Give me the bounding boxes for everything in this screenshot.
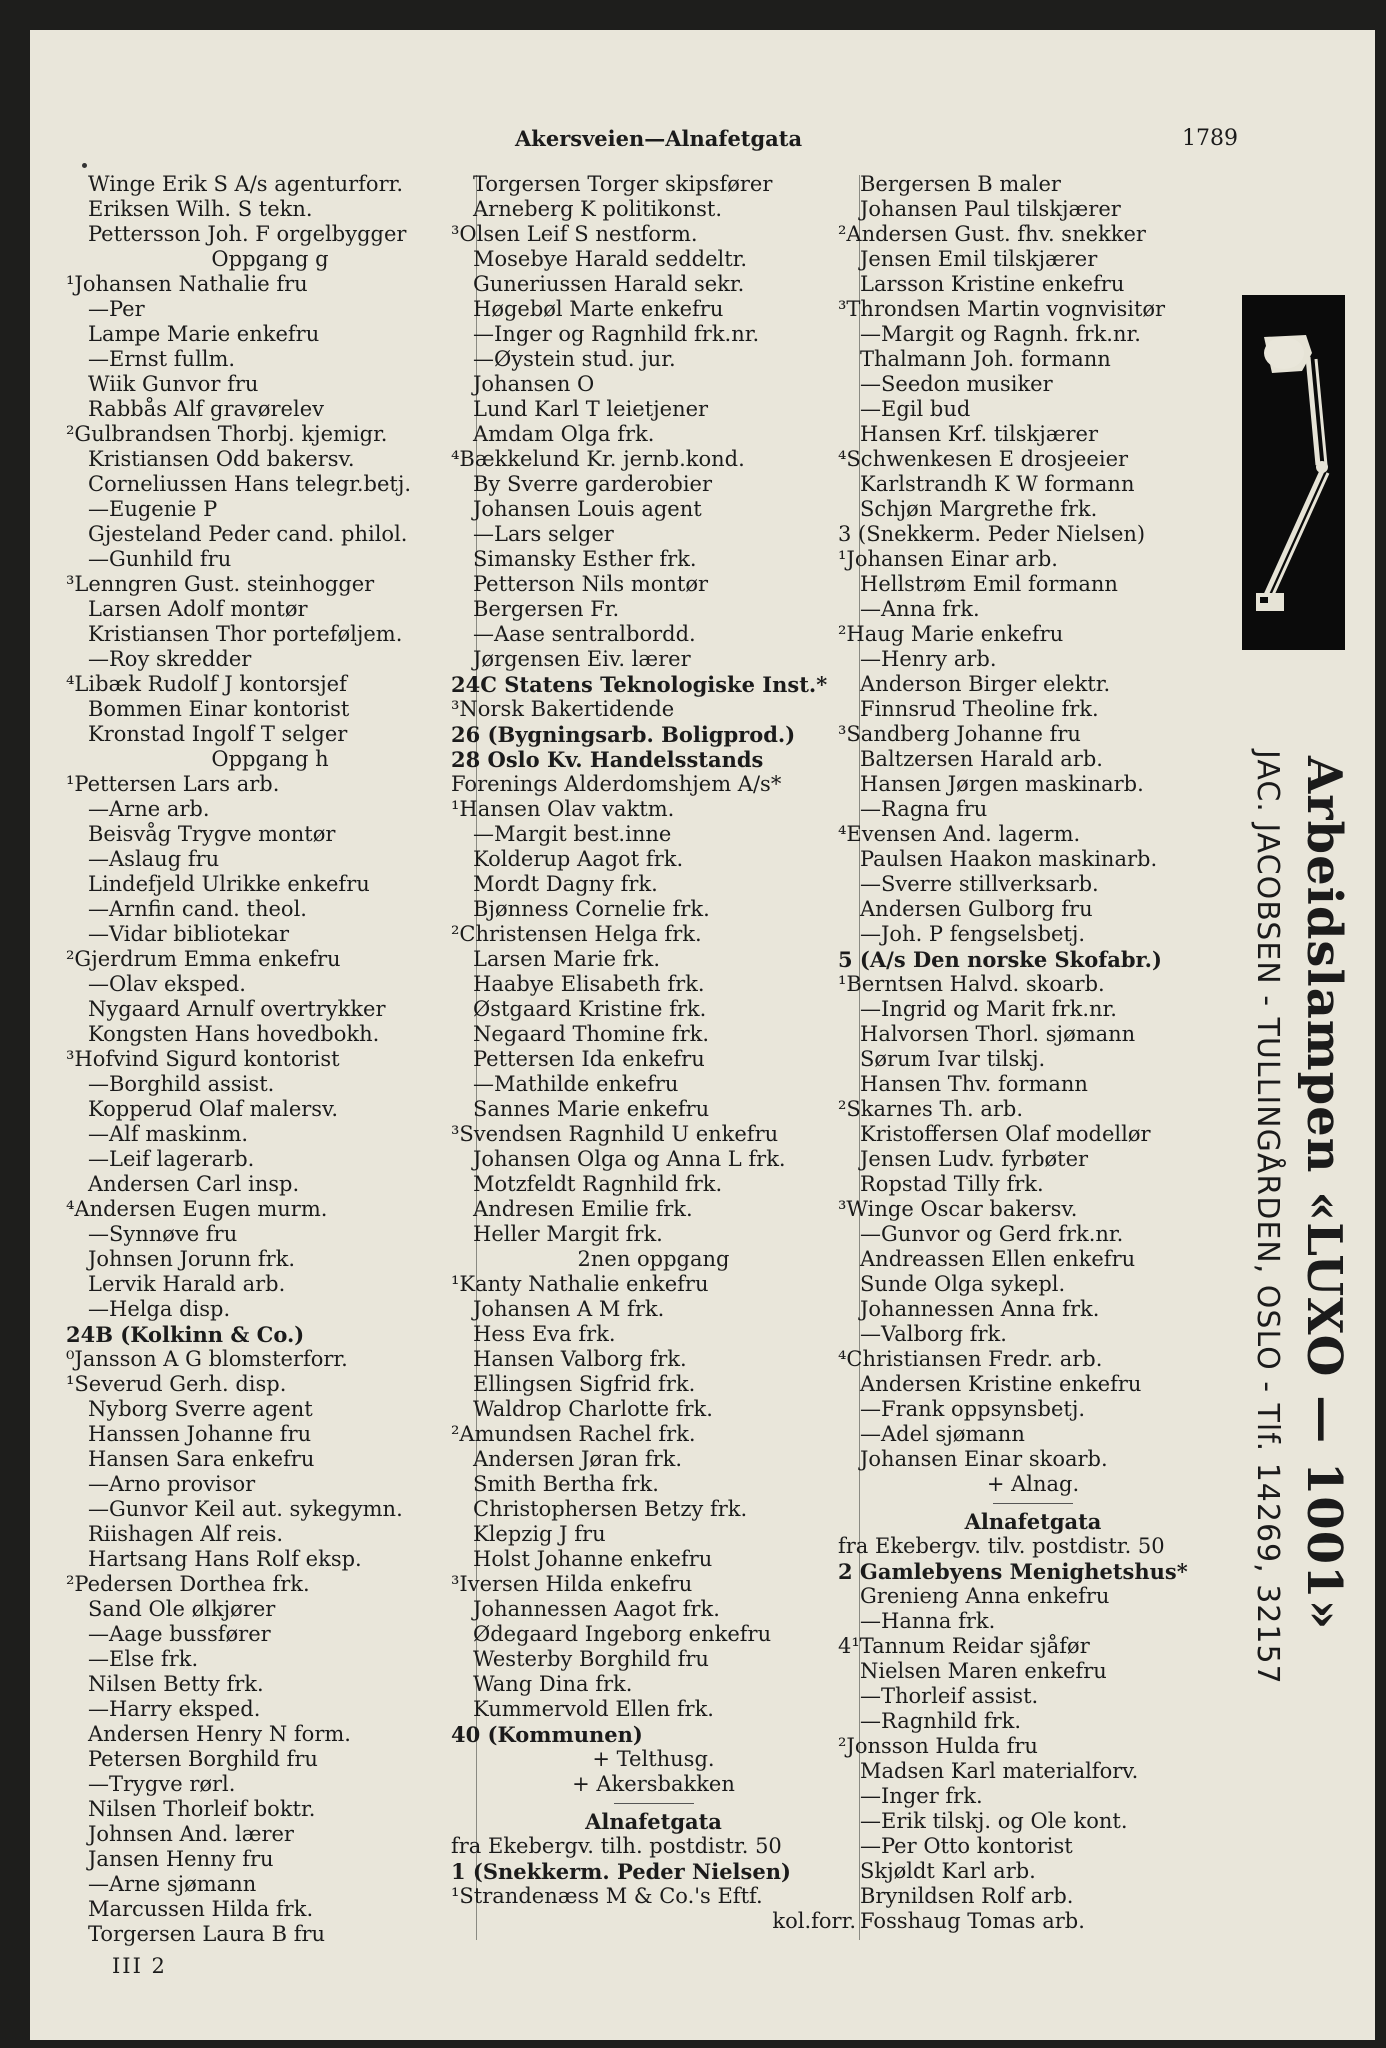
directory-entry: 3 (Snekkerm. Peder Nielsen)	[838, 522, 1146, 546]
directory-entry: ²Christensen Helga frk.	[451, 922, 702, 946]
directory-entry: Karlstrandh K W formann	[860, 472, 1135, 496]
directory-entry: —Arne arb.	[88, 797, 210, 821]
directory-entry: Smith Bertha frk.	[473, 1472, 659, 1496]
directory-entry: ²Jonsson Hulda fru	[838, 1734, 1038, 1758]
directory-entry: Bjønness Cornelie frk.	[473, 897, 710, 921]
directory-entry: 28 Oslo Kv. Handelsstands	[451, 747, 764, 772]
directory-entry: Riishagen Alf reis.	[88, 1522, 284, 1546]
directory-entry: —Anna frk.	[860, 597, 980, 621]
directory-entry: Andreassen Ellen enkefru	[860, 1247, 1136, 1271]
directory-entry: Wang Dina frk.	[473, 1672, 633, 1696]
directory-entry: Johansen Olga og Anna L frk.	[473, 1147, 786, 1171]
directory-entry: Hess Eva frk.	[473, 1322, 616, 1346]
directory-entry: —Aslaug fru	[88, 847, 220, 871]
directory-entry: —Margit best.inne	[473, 822, 672, 846]
directory-entry: Grenieng Anna enkefru	[860, 1584, 1110, 1608]
directory-entry: Sand Ole ølkjører	[88, 1597, 276, 1621]
directory-column-1	[66, 172, 474, 1947]
directory-entry: Andresen Emilie frk.	[473, 1197, 693, 1221]
directory-entry: Kolderup Aagot frk.	[473, 847, 684, 871]
directory-entry: —Eugenie P	[88, 497, 218, 521]
directory-entry: By Sverre garderobier	[473, 472, 713, 496]
directory-entry: ³Norsk Bakertidende	[451, 697, 675, 721]
directory-entry: Simansky Esther frk.	[473, 547, 697, 571]
directory-entry: ²Haug Marie enkefru	[838, 622, 1064, 646]
directory-entry: Ellingsen Sigfrid frk.	[473, 1372, 696, 1396]
directory-entry: Petersen Borghild fru	[88, 1747, 318, 1771]
directory-entry: ³Olsen Leif S nestform.	[451, 222, 698, 246]
directory-entry: Oppgang g	[211, 247, 329, 271]
directory-entry: Høgebøl Marte enkefru	[473, 297, 724, 321]
directory-entry: Hanssen Johanne fru	[88, 1422, 312, 1446]
directory-entry: —Gunvor og Gerd frk.nr.	[860, 1222, 1124, 1246]
directory-entry: Hansen Thv. formann	[860, 1072, 1088, 1096]
directory-entry: ⁴Libæk Rudolf J kontorsjef	[66, 672, 347, 696]
directory-entry: Ødegaard Ingeborg enkefru	[473, 1622, 772, 1646]
directory-entry: Andersen Jøran frk.	[473, 1447, 683, 1471]
directory-entry: + Telthusg.	[592, 1747, 715, 1771]
directory-entry: —Else frk.	[88, 1647, 199, 1671]
directory-entry: ³Hofvind Sigurd kontorist	[66, 1047, 340, 1071]
directory-entry: Kopperud Olaf malersv.	[88, 1097, 339, 1121]
directory-entry: Andersen Kristine enkefru	[860, 1372, 1142, 1396]
directory-entry: 2nen oppgang	[577, 1247, 730, 1271]
directory-entry: —Arnfin cand. theol.	[88, 897, 307, 921]
directory-entry: Nilsen Betty frk.	[88, 1672, 264, 1696]
directory-entry: ³Lenngren Gust. steinhogger	[66, 572, 375, 596]
directory-entry: Paulsen Haakon maskinarb.	[860, 847, 1158, 871]
directory-entry: —Ernst fullm.	[88, 347, 236, 371]
directory-entry: Heller Margit frk.	[473, 1222, 663, 1246]
section-divider	[838, 1497, 1228, 1509]
directory-entry: Eriksen Wilh. S tekn.	[88, 197, 313, 221]
directory-entry: —Adel sjømann	[860, 1422, 1025, 1446]
directory-entry: kol.forr.	[772, 1909, 856, 1933]
directory-entry: Kronstad Ingolf T selger	[88, 722, 348, 746]
directory-entry: —Inger og Ragnhild frk.nr.	[473, 322, 760, 346]
directory-entry: Larsen Adolf montør	[88, 597, 308, 621]
directory-entry: 24B (Kolkinn & Co.)	[66, 1322, 305, 1347]
directory-entry: Mordt Dagny frk.	[473, 872, 658, 896]
directory-entry: Nielsen Maren enkefru	[860, 1659, 1107, 1683]
directory-entry: —Gunvor Keil aut. sykegymn.	[88, 1497, 403, 1521]
directory-entry: Kummervold Ellen frk.	[473, 1697, 714, 1721]
directory-entry: Holst Johanne enkefru	[473, 1547, 713, 1571]
directory-entry: Jensen Emil tilskjærer	[860, 247, 1098, 271]
directory-entry: Corneliussen Hans telegr.betj.	[88, 472, 412, 496]
directory-entry: ²Skarnes Th. arb.	[838, 1097, 1024, 1121]
directory-entry: ⁴Evensen And. lagerm.	[838, 822, 1081, 846]
directory-entry: 26 (Bygningsarb. Boligprod.)	[451, 722, 796, 747]
directory-entry: Sunde Olga sykepl.	[860, 1272, 1066, 1296]
directory-entry: Johansen O	[473, 372, 595, 396]
directory-entry: Nygaard Arnulf overtrykker	[88, 997, 386, 1021]
directory-entry: Bergersen B maler	[860, 172, 1061, 196]
directory-entry: ¹Severud Gerh. disp.	[66, 1372, 287, 1396]
page-number: 1789	[1182, 126, 1238, 151]
directory-entry: Westerby Borghild fru	[473, 1647, 709, 1671]
directory-entry: Fosshaug Tomas arb.	[860, 1909, 1085, 1933]
directory-entry: Johannessen Aagot frk.	[473, 1597, 720, 1621]
directory-entry: Torgersen Torger skipsfører	[473, 172, 773, 196]
directory-entry: Lund Karl T leietjener	[473, 397, 709, 421]
directory-entry: ²Gulbrandsen Thorbj. kjemigr.	[66, 422, 388, 446]
directory-entry: ²Amundsen Rachel frk.	[451, 1422, 696, 1446]
directory-entry: Amdam Olga frk.	[473, 422, 655, 446]
directory-entry: ⁴Christiansen Fredr. arb.	[838, 1347, 1103, 1371]
directory-entry: Waldrop Charlotte frk.	[473, 1397, 713, 1421]
directory-entry: Arneberg K politikonst.	[473, 197, 723, 221]
directory-entry: Pettersson Joh. F orgelbygger	[88, 222, 407, 246]
directory-entry: Brynildsen Rolf arb.	[860, 1884, 1074, 1908]
directory-entry: Kongsten Hans hovedbokh.	[88, 1022, 380, 1046]
bullet-dot	[82, 163, 87, 168]
directory-entry: —Harry eksped.	[88, 1697, 261, 1721]
directory-entry: Hansen Sara enkefru	[88, 1447, 315, 1471]
section-heading: Alnafetgata	[964, 1509, 1102, 1534]
directory-entry: —Ragna fru	[860, 797, 988, 821]
directory-column-2	[451, 172, 856, 1934]
directory-entry: ¹Johansen Nathalie fru	[66, 272, 308, 296]
directory-entry: Jørgensen Eiv. lærer	[473, 647, 691, 671]
directory-entry: Ropstad Tilly frk.	[860, 1172, 1044, 1196]
directory-entry: Marcussen Hilda frk.	[88, 1897, 314, 1921]
directory-entry: —Vidar bibliotekar	[88, 922, 290, 946]
directory-entry: Baltzersen Harald arb.	[860, 747, 1103, 771]
directory-entry: Forenings Alderdomshjem A/s*	[451, 772, 782, 796]
directory-entry: Hartsang Hans Rolf eksp.	[88, 1547, 362, 1571]
directory-entry: fra Ekebergv. tilh. postdistr. 50	[451, 1834, 782, 1858]
directory-entry: Beisvåg Trygve montør	[88, 822, 336, 846]
directory-entry: ³Sandberg Johanne fru	[838, 722, 1081, 746]
directory-entry: ³Throndsen Martin vognvisitør	[838, 297, 1166, 321]
directory-entry: —Lars selger	[473, 522, 614, 546]
directory-entry: —Joh. P fengselsbetj.	[860, 922, 1086, 946]
directory-entry: ¹Kanty Nathalie enkefru	[451, 1272, 709, 1296]
directory-entry: Oppgang h	[211, 747, 329, 771]
directory-entry: Kristiansen Thor porteføljem.	[88, 622, 403, 646]
directory-entry: Johansen Louis agent	[473, 497, 702, 521]
directory-entry: Pettersen Ida enkefru	[473, 1047, 705, 1071]
directory-entry: 1 (Snekkerm. Peder Nielsen)	[451, 1859, 791, 1884]
directory-entry: ¹Berntsen Halvd. skoarb.	[838, 972, 1105, 996]
directory-entry: —Arne sjømann	[88, 1872, 257, 1896]
directory-entry: 2 Gamlebyens Menighetshus*	[838, 1559, 1188, 1584]
directory-entry: Johansen Einar skoarb.	[860, 1447, 1108, 1471]
directory-entry: Kristiansen Odd bakersv.	[88, 447, 355, 471]
directory-entry: Petterson Nils montør	[473, 572, 709, 596]
directory-entry: Motzfeldt Ragnhild frk.	[473, 1172, 723, 1196]
section-heading: Alnafetgata	[585, 1809, 722, 1834]
directory-entry: Lervik Harald arb.	[88, 1272, 286, 1296]
directory-entry: —Alf maskinm.	[88, 1122, 249, 1146]
directory-entry: Finnsrud Theoline frk.	[860, 697, 1099, 721]
directory-entry: —Thorleif assist.	[860, 1684, 1039, 1708]
desk-lamp-icon	[1242, 295, 1345, 650]
directory-entry: —Arno provisor	[88, 1472, 256, 1496]
directory-entry: Bergersen Fr.	[473, 597, 620, 621]
directory-entry: Hellstrøm Emil formann	[860, 572, 1118, 596]
directory-entry: Klepzig J fru	[473, 1522, 606, 1546]
directory-entry: Guneriussen Harald sekr.	[473, 272, 745, 296]
directory-entry: + Alnag.	[986, 1472, 1080, 1496]
directory-entry: ²Andersen Gust. fhv. snekker	[838, 222, 1146, 246]
directory-entry: Schjøn Margrethe frk.	[860, 497, 1098, 521]
directory-entry: ¹Johansen Einar arb.	[838, 547, 1058, 571]
directory-entry: fra Ekebergv. tilv. postdistr. 50	[838, 1534, 1165, 1558]
directory-entry: —Sverre stillverksarb.	[860, 872, 1099, 896]
directory-entry: —Leif lagerarb.	[88, 1147, 255, 1171]
directory-entry: —Trygve rørl.	[88, 1772, 236, 1796]
directory-entry: ⁴Andersen Eugen murm.	[66, 1197, 328, 1221]
directory-entry: ¹Strandenæss M & Co.'s Eftf.	[451, 1884, 763, 1908]
directory-entry: —Helga disp.	[88, 1297, 231, 1321]
directory-entry: —Ingrid og Marit frk.nr.	[860, 997, 1117, 1021]
directory-entry: —Valborg frk.	[860, 1322, 1007, 1346]
directory-entry: + Akersbakken	[572, 1772, 735, 1796]
directory-entry: Thalmann Joh. formann	[860, 347, 1111, 371]
directory-entry: Johannessen Anna frk.	[860, 1297, 1100, 1321]
directory-entry: —Hanna frk.	[860, 1609, 996, 1633]
directory-entry: ³Winge Oscar bakersv.	[838, 1197, 1078, 1221]
directory-entry: Hansen Krf. tilskjærer	[860, 422, 1098, 446]
directory-entry: Gjesteland Peder cand. philol.	[88, 522, 408, 546]
directory-entry: Nyborg Sverre agent	[88, 1397, 313, 1421]
directory-entry: Rabbås Alf gravørelev	[88, 397, 324, 421]
directory-entry: Winge Erik S A/s agenturforr.	[88, 172, 404, 196]
directory-entry: Wiik Gunvor fru	[88, 372, 259, 396]
directory-entry: —Frank oppsynsbetj.	[860, 1397, 1086, 1421]
directory-entry: 4¹Tannum Reidar sjåfør	[838, 1634, 1090, 1658]
directory-entry: —Inger frk.	[860, 1784, 983, 1808]
directory-entry: Christophersen Betzy frk.	[473, 1497, 748, 1521]
directory-entry: Sørum Ivar tilskj.	[860, 1047, 1046, 1071]
directory-entry: Kristoffersen Olaf modellør	[860, 1122, 1151, 1146]
directory-entry: —Roy skredder	[88, 647, 252, 671]
directory-entry: Larsson Kristine enkefru	[860, 272, 1125, 296]
directory-entry: Hansen Valborg frk.	[473, 1347, 687, 1371]
directory-entry: Johansen Paul tilskjærer	[860, 197, 1121, 221]
directory-entry: —Seedon musiker	[860, 372, 1053, 396]
directory-entry: Andersen Gulborg fru	[860, 897, 1093, 921]
directory-entry: Lindefjeld Ulrikke enkefru	[88, 872, 370, 896]
directory-entry: 5 (A/s Den norske Skofabr.)	[838, 947, 1162, 972]
directory-entry: —Gunhild fru	[88, 547, 232, 571]
directory-entry: —Per	[88, 297, 145, 321]
directory-entry: —Ragnhild frk.	[860, 1709, 1022, 1733]
directory-entry: Nilsen Thorleif boktr.	[88, 1797, 316, 1821]
directory-entry: —Synnøve fru	[88, 1222, 238, 1246]
directory-entry: Torgersen Laura B fru	[88, 1922, 326, 1946]
directory-entry: 24C Statens Teknologiske Inst.*	[451, 672, 828, 697]
directory-entry: ¹Hansen Olav vaktm.	[451, 797, 675, 821]
directory-entry: Negaard Thomine frk.	[473, 1022, 710, 1046]
directory-entry: ⁴Bækkelund Kr. jernb.kond.	[451, 447, 745, 471]
directory-entry: Madsen Karl materialforv.	[860, 1759, 1139, 1783]
directory-entry: ¹Pettersen Lars arb.	[66, 772, 280, 796]
directory-entry: 40 (Kommunen)	[451, 1722, 643, 1747]
directory-entry: —Margit og Ragnh. frk.nr.	[860, 322, 1141, 346]
directory-entry: Larsen Marie frk.	[473, 947, 661, 971]
directory-entry: Bommen Einar kontorist	[88, 697, 350, 721]
directory-entry: Mosebye Harald seddeltr.	[473, 247, 748, 271]
directory-entry: Johnsen Jorunn frk.	[88, 1247, 296, 1271]
directory-entry: Sannes Marie enkefru	[473, 1097, 710, 1121]
directory-entry: Halvorsen Thorl. sjømann	[860, 1022, 1136, 1046]
directory-entry: Østgaard Kristine frk.	[473, 997, 707, 1021]
page-title: Akersveien—Alnafetgata	[515, 126, 803, 151]
directory-entry: Lampe Marie enkefru	[88, 322, 320, 346]
directory-entry: —Olav eksped.	[88, 972, 246, 996]
directory-entry: Jansen Henny fru	[88, 1847, 274, 1871]
directory-entry: —Per Otto kontorist	[860, 1834, 1073, 1858]
directory-entry: —Egil bud	[860, 397, 971, 421]
directory-entry: Andersen Carl insp.	[88, 1172, 300, 1196]
directory-entry: ²Pedersen Dorthea frk.	[66, 1572, 310, 1596]
directory-entry: Andersen Henry N form.	[88, 1722, 351, 1746]
directory-entry: Johansen A M frk.	[473, 1297, 665, 1321]
directory-entry: Haabye Elisabeth frk.	[473, 972, 705, 996]
directory-entry: —Henry arb.	[860, 647, 997, 671]
directory-entry: ²Gjerdrum Emma enkefru	[66, 947, 341, 971]
directory-entry: ⁰Jansson A G blomsterforr.	[66, 1347, 348, 1371]
directory-entry: —Mathilde enkefru	[473, 1072, 679, 1096]
directory-entry: ³Iversen Hilda enkefru	[451, 1572, 693, 1596]
directory-page	[30, 30, 1375, 2040]
advertisement-subline: JAC. JACOBSEN - TULLINGÅRDEN, OSLO - Tlf. 14269, 32157	[1250, 750, 1285, 1685]
page-footer-signature: III 2	[112, 1954, 167, 1978]
directory-entry: —Aage bussfører	[88, 1622, 271, 1646]
directory-entry: —Øystein stud. jur.	[473, 347, 676, 371]
directory-entry: Jensen Ludv. fyrbøter	[860, 1147, 1089, 1171]
directory-column-3	[838, 172, 1228, 1934]
directory-entry: —Borghild assist.	[88, 1072, 275, 1096]
directory-entry: Skjøldt Karl arb.	[860, 1859, 1036, 1883]
directory-entry: ³Svendsen Ragnhild U enkefru	[451, 1122, 779, 1146]
directory-entry: Hansen Jørgen maskinarb.	[860, 772, 1144, 796]
advertisement-headline: Arbeidslampen «LUXO — 1001»	[1296, 756, 1352, 1631]
directory-entry: Johnsen And. lærer	[88, 1822, 294, 1846]
directory-entry: ⁴Schwenkesen E drosjeeier	[838, 447, 1129, 471]
section-divider	[451, 1797, 856, 1809]
directory-entry: Anderson Birger elektr.	[860, 672, 1111, 696]
directory-entry: —Erik tilskj. og Ole kont.	[860, 1809, 1128, 1833]
directory-entry: —Aase sentralbordd.	[473, 622, 696, 646]
